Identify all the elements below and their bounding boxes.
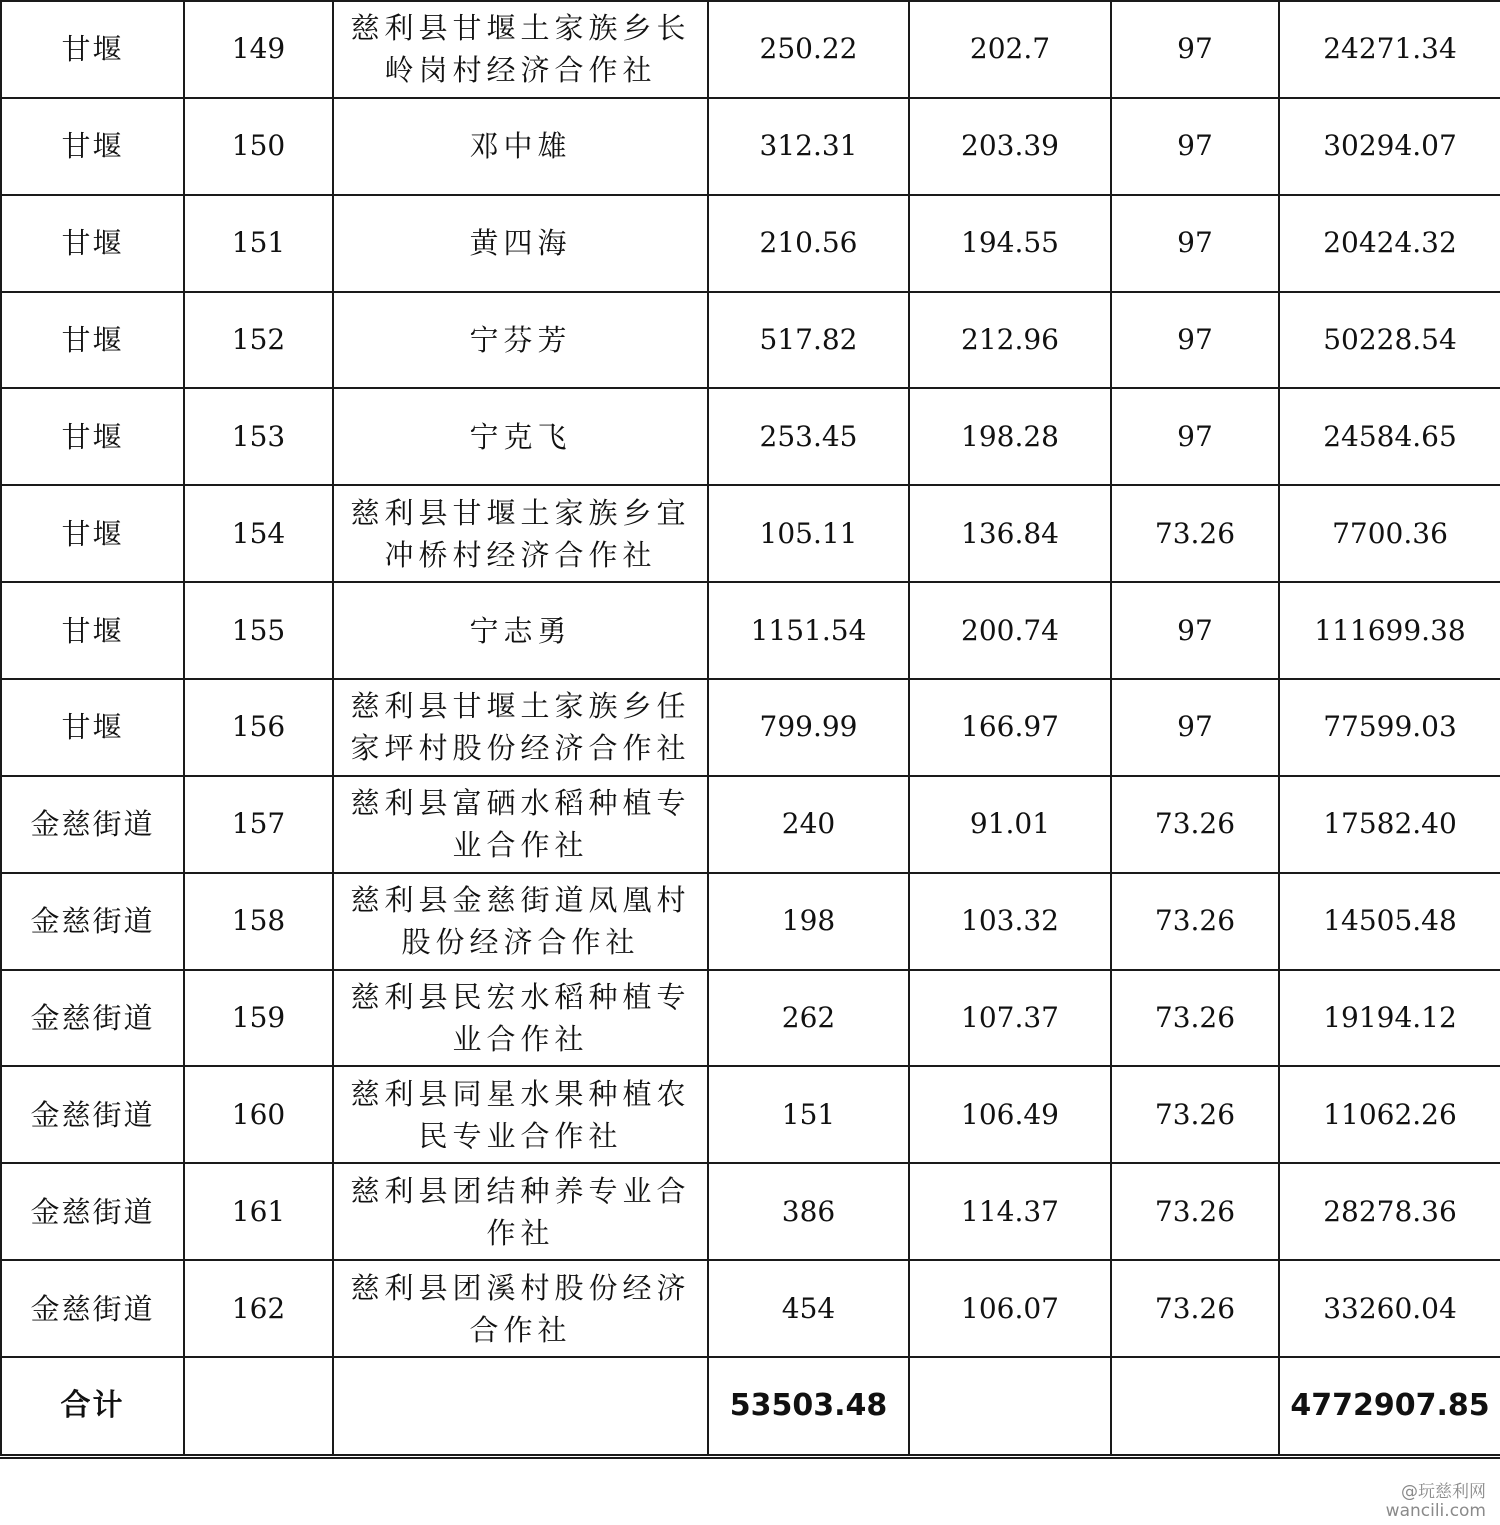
value-cell-3: 73.26: [1111, 1163, 1279, 1260]
total-row: [1, 1357, 1500, 1455]
region-cell: 甘堰: [1, 292, 184, 389]
value-cell-1: 240: [708, 776, 909, 873]
value-cell-2: 106.49: [909, 1066, 1111, 1163]
total-c4: 4772907.85: [1279, 1357, 1500, 1455]
table-row: [1, 1163, 1500, 1260]
entity-name-cell: 慈利县民宏水稻种植专业合作社: [333, 970, 708, 1067]
value-cell-2: 212.96: [909, 292, 1111, 389]
region-cell: 金慈街道: [1, 970, 184, 1067]
value-cell-1: 517.82: [708, 292, 909, 389]
serial-number-cell: 158: [184, 873, 333, 970]
region-cell: 甘堰: [1, 485, 184, 582]
value-cell-1: 312.31: [708, 98, 909, 195]
value-cell-3: 97: [1111, 679, 1279, 776]
watermark-site-name: @玩慈利网: [1401, 1482, 1486, 1502]
table-row: [1, 679, 1500, 776]
value-cell-4: 24584.65: [1279, 388, 1500, 485]
table-row: [1, 292, 1500, 389]
value-cell-1: 151: [708, 1066, 909, 1163]
total-name-cell: [333, 1357, 708, 1455]
value-cell-4: 28278.36: [1279, 1163, 1500, 1260]
value-cell-2: 136.84: [909, 485, 1111, 582]
value-cell-1: 1151.54: [708, 582, 909, 679]
value-cell-4: 111699.38: [1279, 582, 1500, 679]
region-cell: 金慈街道: [1, 873, 184, 970]
value-cell-4: 7700.36: [1279, 485, 1500, 582]
entity-name-cell: 慈利县团结种养专业合作社: [333, 1163, 708, 1260]
value-cell-3: 97: [1111, 195, 1279, 292]
watermark: [1386, 1483, 1486, 1521]
table-row: [1, 873, 1500, 970]
value-cell-1: 250.22: [708, 1, 909, 98]
entity-name-cell: 慈利县富硒水稻种植专业合作社: [333, 776, 708, 873]
value-cell-1: 799.99: [708, 679, 909, 776]
value-cell-4: 30294.07: [1279, 98, 1500, 195]
total-c1: 53503.48: [708, 1357, 909, 1455]
table-row: [1, 98, 1500, 195]
value-cell-4: 24271.34: [1279, 1, 1500, 98]
serial-number-cell: 155: [184, 582, 333, 679]
serial-number-cell: 152: [184, 292, 333, 389]
value-cell-4: 33260.04: [1279, 1260, 1500, 1357]
bottom-rule: [0, 1457, 1500, 1459]
serial-number-cell: 159: [184, 970, 333, 1067]
value-cell-3: 97: [1111, 292, 1279, 389]
entity-name-cell: 宁志勇: [333, 582, 708, 679]
region-cell: 甘堰: [1, 98, 184, 195]
value-cell-4: 11062.26: [1279, 1066, 1500, 1163]
entity-name-cell: 慈利县团溪村股份经济合作社: [333, 1260, 708, 1357]
value-cell-2: 103.32: [909, 873, 1111, 970]
value-cell-2: 107.37: [909, 970, 1111, 1067]
value-cell-2: 106.07: [909, 1260, 1111, 1357]
value-cell-3: 73.26: [1111, 873, 1279, 970]
entity-name-cell: 慈利县甘堰土家族乡宜冲桥村经济合作社: [333, 485, 708, 582]
value-cell-4: 77599.03: [1279, 679, 1500, 776]
entity-name-cell: 慈利县甘堰土家族乡任家坪村股份经济合作社: [333, 679, 708, 776]
value-cell-3: 73.26: [1111, 1066, 1279, 1163]
value-cell-1: 454: [708, 1260, 909, 1357]
entity-name-cell: 宁克飞: [333, 388, 708, 485]
entity-name-cell: 宁芬芳: [333, 292, 708, 389]
value-cell-1: 262: [708, 970, 909, 1067]
region-cell: 甘堰: [1, 195, 184, 292]
region-cell: 金慈街道: [1, 1163, 184, 1260]
entity-name-cell: 慈利县同星水果种植农民专业合作社: [333, 1066, 708, 1163]
table-row: [1, 970, 1500, 1067]
table-body: [1, 1, 1500, 1455]
value-cell-3: 97: [1111, 1, 1279, 98]
table-row: [1, 776, 1500, 873]
value-cell-1: 105.11: [708, 485, 909, 582]
value-cell-4: 17582.40: [1279, 776, 1500, 873]
serial-number-cell: 160: [184, 1066, 333, 1163]
entity-name-cell: 慈利县金慈街道凤凰村股份经济合作社: [333, 873, 708, 970]
value-cell-2: 194.55: [909, 195, 1111, 292]
region-cell: 甘堰: [1, 1, 184, 98]
value-cell-4: 14505.48: [1279, 873, 1500, 970]
serial-number-cell: 157: [184, 776, 333, 873]
value-cell-2: 198.28: [909, 388, 1111, 485]
region-cell: 金慈街道: [1, 776, 184, 873]
value-cell-2: 203.39: [909, 98, 1111, 195]
region-cell: 甘堰: [1, 388, 184, 485]
table-row: [1, 1066, 1500, 1163]
total-c2-cell: [909, 1357, 1111, 1455]
value-cell-3: 97: [1111, 98, 1279, 195]
entity-name-cell: 慈利县甘堰土家族乡长岭岗村经济合作社: [333, 1, 708, 98]
value-cell-2: 166.97: [909, 679, 1111, 776]
serial-number-cell: 154: [184, 485, 333, 582]
value-cell-1: 210.56: [708, 195, 909, 292]
region-cell: 金慈街道: [1, 1066, 184, 1163]
table-row: [1, 195, 1500, 292]
total-c3-cell: [1111, 1357, 1279, 1455]
serial-number-cell: 153: [184, 388, 333, 485]
total-no-cell: [184, 1357, 333, 1455]
value-cell-3: 73.26: [1111, 776, 1279, 873]
value-cell-2: 200.74: [909, 582, 1111, 679]
serial-number-cell: 150: [184, 98, 333, 195]
serial-number-cell: 156: [184, 679, 333, 776]
value-cell-1: 198: [708, 873, 909, 970]
value-cell-3: 73.26: [1111, 970, 1279, 1067]
table-row: [1, 582, 1500, 679]
table-row: [1, 1, 1500, 98]
serial-number-cell: 149: [184, 1, 333, 98]
value-cell-3: 73.26: [1111, 485, 1279, 582]
table-row: [1, 388, 1500, 485]
region-cell: 甘堰: [1, 582, 184, 679]
value-cell-3: 73.26: [1111, 1260, 1279, 1357]
value-cell-2: 91.01: [909, 776, 1111, 873]
total-label: 合计: [1, 1357, 184, 1455]
watermark-site-url: wancili.com: [1385, 1501, 1486, 1521]
region-cell: 甘堰: [1, 679, 184, 776]
value-cell-1: 253.45: [708, 388, 909, 485]
serial-number-cell: 151: [184, 195, 333, 292]
serial-number-cell: 162: [184, 1260, 333, 1357]
entity-name-cell: 邓中雄: [333, 98, 708, 195]
value-cell-4: 50228.54: [1279, 292, 1500, 389]
table-row: [1, 485, 1500, 582]
value-cell-2: 114.37: [909, 1163, 1111, 1260]
value-cell-2: 202.7: [909, 1, 1111, 98]
value-cell-4: 19194.12: [1279, 970, 1500, 1067]
value-cell-4: 20424.32: [1279, 195, 1500, 292]
value-cell-3: 97: [1111, 582, 1279, 679]
value-cell-1: 386: [708, 1163, 909, 1260]
region-cell: 金慈街道: [1, 1260, 184, 1357]
value-cell-3: 97: [1111, 388, 1279, 485]
entity-name-cell: 黄四海: [333, 195, 708, 292]
table-row: [1, 1260, 1500, 1357]
serial-number-cell: 161: [184, 1163, 333, 1260]
